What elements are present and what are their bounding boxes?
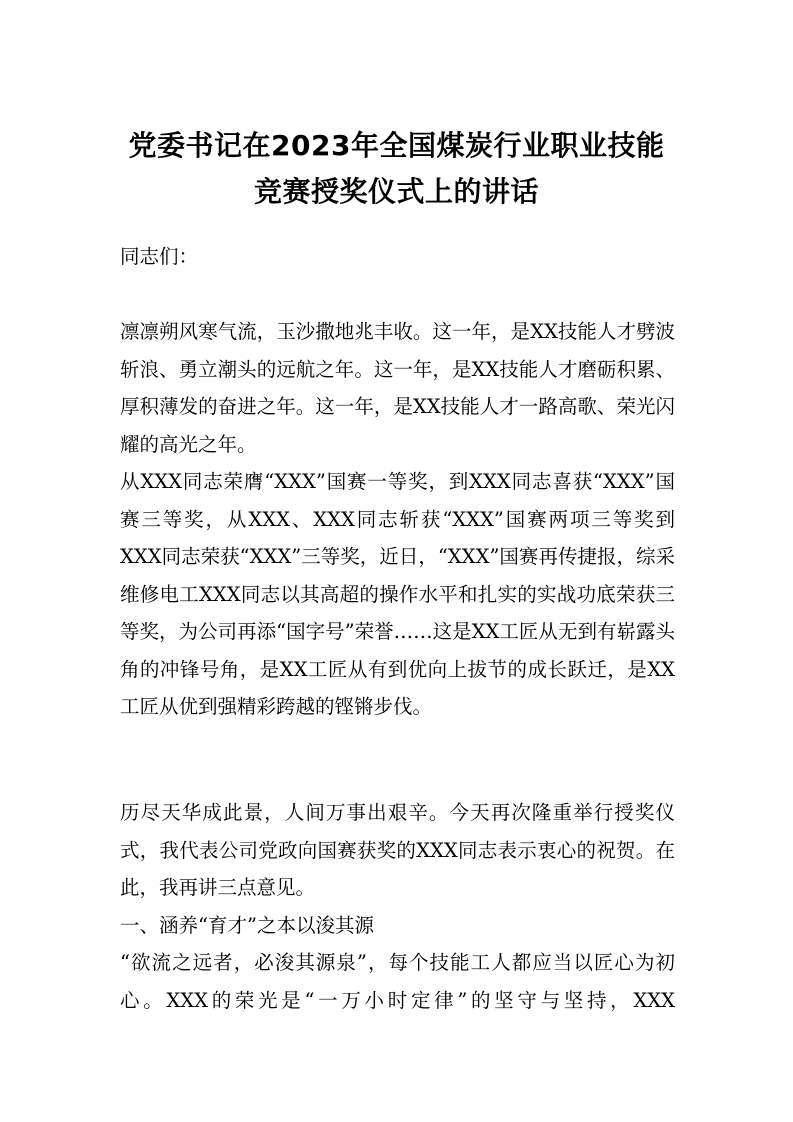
paragraph-4	[120, 944, 675, 1019]
document-title-line-1: 党委书记在2023年全国煤炭行业职业技能	[128, 129, 665, 162]
section-heading-1-text: 一、涵养“育才”之本以浚其源	[120, 914, 374, 937]
paragraph-1	[120, 313, 675, 463]
paragraph-4-text: “欲流之远者，必浚其源泉”，每个技能工人都应当以匠心为初心。XXX的荣光是“一万小时定律”的坚守与坚持，XXX	[120, 951, 675, 1012]
salutation-text: 同志们：	[120, 245, 199, 268]
document-title-line-2: 竞赛授奖仪式上的讲话	[253, 175, 539, 208]
paragraph-3-text: 历尽天华成此景，人间万事出艰辛。今天再次隆重举行授奖仪式，我代表公司党政向国赛获奖的XXX同志表示衷心的祝贺。在此，我再讲三点意见。	[120, 801, 675, 899]
paragraph-2-text: 从XXX同志荣膺“XXX”国赛一等奖，到XXX同志喜获“XXX”国赛三等奖，从XXX、XXX同志斩获“XXX”国赛两项三等奖到XXX同志荣获“XXX”三等奖，近日，“XXX”国赛再传捷报，综采维修电工XXX同志以其高超的操作水平和扎实的实战功底荣获三等奖，为公司再添“国字号”荣誉……这是XX工匠从无到有崭露头角的冲锋号角，是XX工匠从有到优向上拔节的成长跃迁，是XX工匠从优到强精彩跨越的铿锵步伐。	[120, 470, 675, 718]
paragraph-1-text: 凛凛朔风寒气流，玉沙撒地兆丰收。这一年，是XX技能人才劈波斩浪、勇立潮头的远航之年。这一年，是XX技能人才磨砺积累、厚积薄发的奋进之年。这一年，是XX技能人才一路高歌、荣光闪耀的高光之年。	[120, 320, 675, 456]
paragraph-2	[120, 463, 675, 726]
paragraph-3	[120, 794, 675, 907]
section-heading-1	[120, 907, 675, 945]
salutation	[120, 238, 675, 276]
